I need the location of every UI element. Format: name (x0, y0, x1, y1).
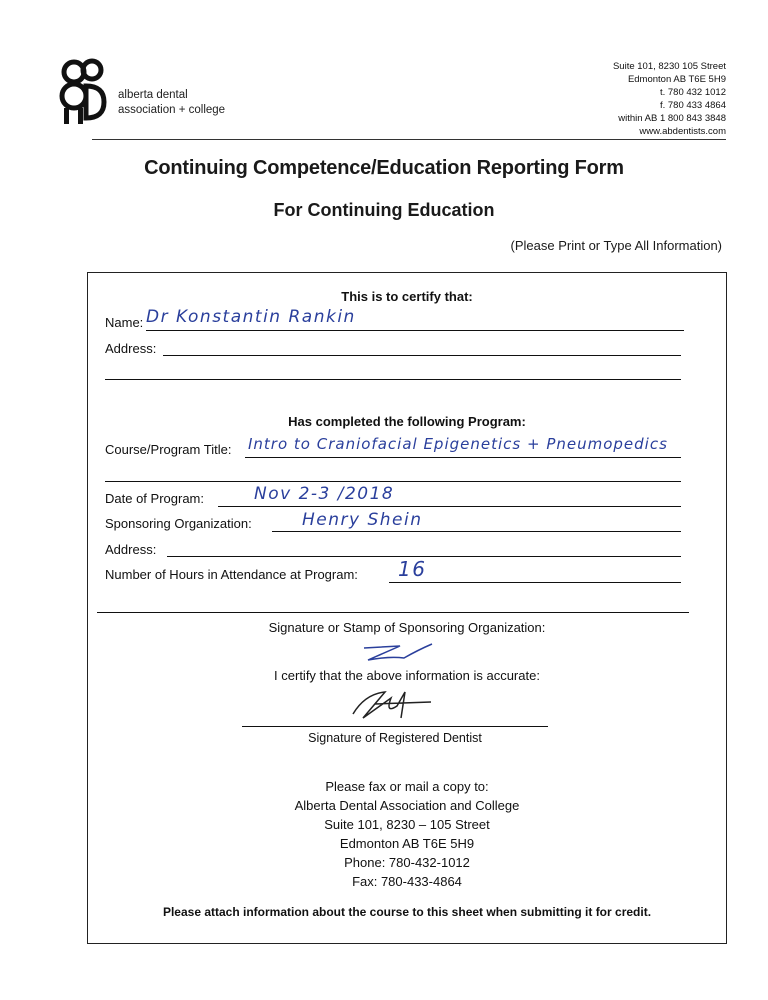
address-label: Address: (105, 341, 157, 356)
org-name-line2: association + college (118, 104, 226, 116)
address-line-1[interactable] (163, 355, 681, 356)
sponsor-signature[interactable] (360, 640, 436, 666)
dentist-signature[interactable] (345, 688, 437, 724)
course-line-2[interactable] (105, 481, 681, 482)
form-title: Continuing Competence/Education Reporting Form (144, 157, 624, 179)
name-line (146, 330, 684, 331)
phone-line: t. 780 432 1012 (659, 87, 726, 98)
hours-line (389, 582, 681, 583)
form-subtitle: For Continuing Education (273, 200, 495, 220)
dentist-signature-label: Signature of Registered Dentist (308, 731, 482, 745)
sponsor-field[interactable]: Henry Shein (302, 510, 423, 530)
date-line (218, 506, 681, 507)
hours-field[interactable]: 16 (398, 557, 427, 581)
dentist-signature-line (242, 726, 548, 727)
certify-heading: This is to certify that: (341, 289, 473, 304)
mailing-line: Please fax or mail a copy to: (325, 779, 489, 794)
date-field[interactable]: Nov 2-3 /2018 (254, 484, 395, 504)
address-line: Suite 101, 8230 105 Street (612, 61, 726, 72)
course-field[interactable]: Intro to Craniofacial Epigenetics + Pneumopedics (248, 435, 668, 453)
stamp-label: Signature or Stamp of Sponsoring Organization: (268, 620, 546, 635)
hours-label: Number of Hours in Attendance at Program: (105, 567, 358, 582)
mailing-line: Suite 101, 8230 – 105 Street (324, 817, 490, 832)
org-address-block (613, 60, 726, 138)
org-name (118, 88, 225, 118)
section-divider (97, 612, 689, 613)
header-divider (92, 139, 726, 140)
adac-logo-mark (56, 56, 112, 126)
address-line-2[interactable] (105, 379, 681, 380)
footer-note: Please attach information about the course to this sheet when submitting it for credit. (162, 905, 652, 919)
completed-heading: Has completed the following Program: (288, 414, 526, 429)
course-line (245, 457, 681, 458)
tollfree-line: within AB 1 800 843 3848 (618, 113, 726, 124)
mailing-line: Edmonton AB T6E 5H9 (339, 836, 475, 851)
mailing-block (87, 777, 727, 891)
mailing-line: Alberta Dental Association and College (294, 798, 520, 813)
print-instruction: (Please Print or Type All Information) (510, 238, 722, 253)
accuracy-statement: I certify that the above information is accurate: (274, 668, 540, 683)
address-line: Edmonton AB T6E 5H9 (627, 74, 726, 85)
mailing-line: Fax: 780-433-4864 (352, 874, 462, 889)
sponsor-address-label: Address: (105, 542, 157, 557)
name-field[interactable]: Dr Konstantin Rankin (146, 307, 356, 327)
name-label: Name: (105, 315, 144, 330)
org-name-line1: alberta dental (118, 89, 188, 101)
fax-line: f. 780 433 4864 (659, 100, 726, 111)
date-label: Date of Program: (105, 491, 204, 506)
sponsor-label: Sponsoring Organization: (105, 516, 252, 531)
sponsor-line (272, 531, 681, 532)
mailing-line: Phone: 780-432-1012 (344, 855, 470, 870)
website-line: www.abdentists.com (639, 126, 726, 137)
course-label: Course/Program Title: (105, 442, 232, 457)
